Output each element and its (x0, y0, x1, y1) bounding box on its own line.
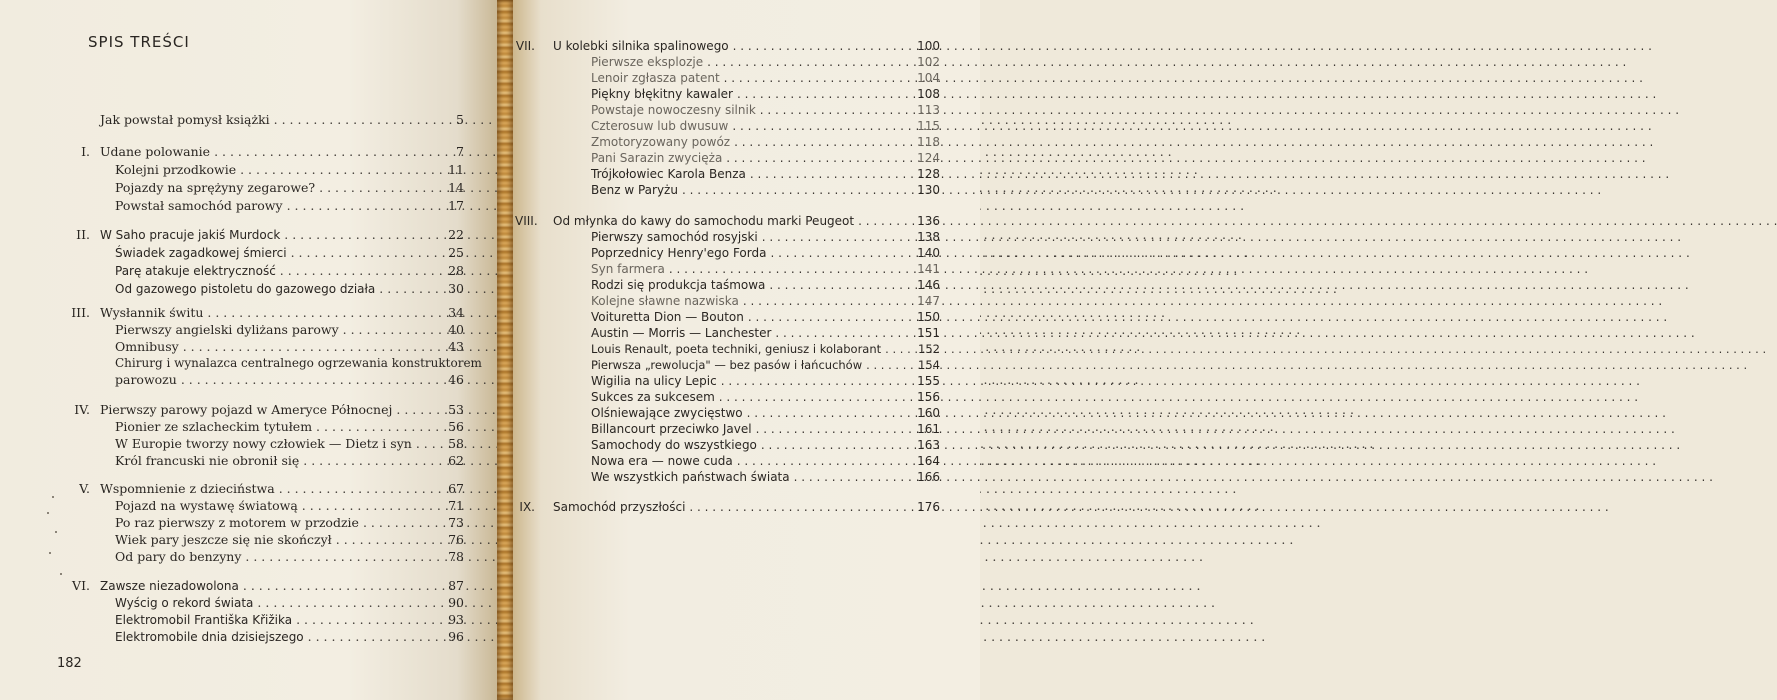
dot-leader (750, 166, 913, 182)
entry-page: 156 (917, 390, 940, 404)
toc-entry (74, 402, 464, 418)
entry-page: 96 (448, 629, 464, 644)
entry-page: 150 (917, 310, 940, 324)
entry-page: 136 (917, 214, 940, 228)
dot-leader (319, 180, 438, 196)
dot-leader (760, 102, 913, 118)
entry-title: Louis Renault, poeta techniki, geniusz i kolaborant (591, 342, 882, 356)
entry-page: 104 (917, 71, 940, 85)
entry-page: 53 (448, 402, 464, 417)
entry-page: 17 (448, 198, 464, 213)
dot-leader (858, 213, 913, 229)
entry-title: Pierwsze eksplozje (591, 55, 704, 69)
dot-leader (724, 70, 913, 86)
entry-page: 11 (448, 162, 464, 177)
dot-leader (308, 629, 438, 645)
dot-leader (181, 372, 438, 388)
entry-page: 147 (917, 294, 940, 308)
entry-title: Jak powstał pomysł książki (100, 112, 270, 127)
dot-leader (214, 144, 438, 160)
dot-leader (245, 549, 438, 565)
entry-title: Pionier ze szlacheckim tytułem (115, 419, 313, 434)
entry-page: 151 (917, 326, 940, 340)
dot-leader (743, 293, 913, 309)
entry-page: 28 (448, 263, 464, 278)
dot-leader (284, 227, 438, 243)
entry-title: Benz w Paryżu (591, 183, 678, 197)
toc-entry (115, 629, 464, 645)
dot-leader (343, 322, 438, 338)
dot-leader (207, 305, 438, 321)
entry-title: Król francuski nie obronił się (115, 453, 300, 468)
entry-page: 90 (448, 595, 464, 610)
page-number: 182 (57, 656, 82, 671)
entry-title: W Europie tworzy nowy człowiek — Dietz i syn (115, 436, 412, 451)
dot-leader (689, 499, 913, 515)
entry-page: 141 (917, 262, 940, 276)
entry-title: Rodzi się produkcja taśmowa (591, 278, 766, 292)
entry-title: Od pary do benzyny (115, 549, 242, 564)
toc-entry (591, 277, 940, 293)
dot-leader (732, 118, 913, 134)
toc-entry (115, 498, 464, 514)
toc-entry (115, 549, 464, 565)
dot-leader (279, 481, 438, 497)
entry-page: 73 (448, 515, 464, 530)
entry-page: 124 (917, 151, 940, 165)
dot-leader (287, 198, 438, 214)
dot-leader (769, 277, 913, 293)
entry-title: Wiek pary jeszcze się nie skończył (115, 532, 332, 547)
entry-title: Voituretta Dion — Bouton (591, 310, 744, 324)
entry-title: Zawsze niezadowolona (100, 579, 239, 593)
entry-title: Nowa era — nowe cuda (591, 454, 733, 468)
dot-leader (770, 245, 913, 261)
toc-entry (115, 339, 464, 355)
entry-page: 163 (917, 438, 940, 452)
toc-entry (591, 293, 940, 309)
entry-title: Wspomnienie z dzieciństwa (100, 481, 275, 496)
toc-entry (115, 532, 464, 548)
toc-entry (591, 150, 940, 166)
entry-title: Kolejne sławne nazwiska (591, 294, 739, 308)
entry-page: 87 (448, 578, 464, 593)
toc-entry (591, 86, 940, 102)
paper-speck (52, 496, 54, 498)
chapter-number: VII. (515, 39, 535, 53)
toc-entry (115, 419, 464, 435)
entry-title: Austin — Morris — Lanchester (591, 326, 772, 340)
entry-title: Poprzednicy Henry'ego Forda (591, 246, 767, 260)
entry-title: Wigilia na ulicy Lepic (591, 374, 717, 388)
entry-title: U kolebki silnika spalinowego (553, 39, 729, 53)
dot-leader (291, 245, 438, 261)
entry-title: Od młynka do kawy do samochodu marki Peugeot (553, 214, 855, 228)
paper-speck (60, 573, 62, 575)
dot-leader (761, 437, 913, 453)
toc-entry (591, 437, 940, 453)
toc-entry (71, 305, 464, 321)
entry-page: 140 (917, 246, 940, 260)
toc-entry (591, 70, 940, 86)
entry-title: Powstał samochód parowy (115, 198, 283, 213)
entry-title: Wyścig o rekord świata (115, 596, 254, 610)
dot-leader (416, 436, 438, 452)
toc-entry (591, 389, 940, 405)
entry-title: Zmotoryzowany powóz (591, 135, 731, 149)
toc-entry (591, 453, 940, 469)
entry-page: 5 (456, 112, 464, 127)
toc-entry (591, 118, 940, 134)
entry-title: Elektromobil Františka Křižika (115, 613, 293, 627)
dot-leader (274, 112, 438, 128)
entry-title: Trójkołowiec Karola Benza (591, 167, 746, 181)
toc-entry (81, 144, 464, 160)
chapter-number: IX. (519, 500, 535, 514)
entry-title: Udane polowanie (100, 144, 211, 159)
entry-page: 46 (448, 372, 464, 387)
toc-entry (591, 357, 940, 373)
entry-page: 161 (917, 422, 940, 436)
entry-page: 25 (448, 245, 464, 260)
dot-leader (762, 229, 913, 245)
dot-leader (302, 498, 438, 514)
dot-leader (737, 86, 913, 102)
toc-entry (115, 515, 464, 531)
toc-entry (591, 134, 940, 150)
toc-entry (115, 453, 464, 469)
toc-entry (115, 180, 464, 196)
entry-page: 138 (917, 230, 940, 244)
entry-page: 118 (917, 135, 940, 149)
toc-entry (72, 578, 464, 594)
dot-leader (748, 309, 913, 325)
toc-entry (591, 405, 940, 421)
toc-entry (591, 325, 940, 341)
dot-leader (707, 54, 913, 70)
toc-entry (591, 166, 940, 182)
entry-page: 56 (448, 419, 464, 434)
entry-page: 100 (917, 39, 940, 53)
entry-page: 78 (448, 549, 464, 564)
entry-page: 30 (448, 281, 464, 296)
toc-entry (115, 198, 464, 214)
entry-page: 154 (918, 358, 940, 372)
left-page (0, 0, 497, 700)
entry-page: 164 (917, 454, 940, 468)
entry-title: Chirurg i wynalazca centralnego ogrzewania konstruktorem (115, 356, 482, 370)
entry-title: Pojazdy na sprężyny zegarowe? (115, 180, 316, 195)
entry-title: Pierwszy samochód rosyjski (591, 230, 758, 244)
entry-title: Od gazowego pistoletu do gazowego działa (115, 282, 376, 296)
toc-entry (515, 213, 940, 229)
chapter-number: VIII. (515, 214, 538, 228)
entry-page: 71 (448, 498, 464, 513)
entry-page: 102 (917, 55, 940, 69)
dot-leader (756, 421, 914, 437)
entry-title: parowozu (115, 372, 177, 387)
dot-leader (733, 38, 913, 54)
toc-entry (591, 229, 940, 245)
dot-leader (747, 405, 913, 421)
dot-leader (280, 263, 438, 279)
entry-page: 160 (917, 406, 940, 420)
entry-title: Billancourt przeciwko Javel (591, 422, 752, 436)
toc-entry (115, 245, 464, 261)
dot-leader (363, 515, 438, 531)
toc-entry (115, 595, 464, 611)
entry-page: 130 (917, 183, 940, 197)
toc-entry (115, 263, 464, 279)
entry-page: 155 (917, 374, 940, 388)
dot-leader (682, 182, 913, 198)
entry-title: Omnibusy (115, 339, 179, 354)
toc-entry (115, 355, 482, 371)
entry-title: Pierwszy parowy pojazd w Ameryce Północnej (100, 402, 393, 417)
chapter-number: V. (79, 481, 90, 496)
entry-title: Samochody do wszystkiego (591, 438, 757, 452)
dot-leader (243, 578, 438, 594)
toc-entry-intro (100, 112, 464, 128)
dot-leader (183, 339, 438, 355)
entry-page: 67 (448, 481, 464, 496)
entry-title: Pierwszy angielski dyliżans parowy (115, 322, 339, 337)
entry-title: Świadek zagadkowej śmierci (115, 246, 287, 260)
entry-page: 113 (917, 103, 940, 117)
book-spine (497, 0, 513, 700)
paper-speck (55, 531, 57, 533)
toc-entry (591, 182, 940, 198)
entry-title: Elektromobile dnia dzisiejszego (115, 630, 304, 644)
toc-entry (515, 38, 940, 54)
toc-entry (591, 245, 940, 261)
entry-title: Samochód przyszłości (553, 500, 686, 514)
toc-entry (591, 261, 940, 277)
entry-page: 34 (448, 305, 464, 320)
entry-title: Po raz pierwszy z motorem w przodzie (115, 515, 359, 530)
entry-page: 62 (448, 453, 464, 468)
toc-entry (115, 612, 464, 628)
chapter-number: II. (76, 227, 90, 242)
entry-title: Pierwsza „rewolucja" — bez pasów i łańcuchów (591, 358, 863, 372)
chapter-number: III. (71, 305, 90, 320)
entry-title: Powstaje nowoczesny silnik (591, 103, 756, 117)
entry-page: 176 (917, 500, 940, 514)
dot-leader (737, 453, 913, 469)
dot-leader (794, 469, 913, 485)
entry-page: 43 (448, 339, 464, 354)
entry-page: 128 (917, 167, 940, 181)
toc-entry (591, 102, 940, 118)
entry-title: Olśniewające zwycięstwo (591, 406, 743, 420)
toc-heading: SPIS TREŚCI (88, 33, 190, 51)
toc-entry (115, 281, 464, 297)
toc-entry (115, 322, 464, 338)
dot-leader (669, 261, 913, 277)
dot-leader (721, 373, 913, 389)
entry-page: 108 (917, 87, 940, 101)
entry-title: Pojazd na wystawę światową (115, 498, 298, 513)
toc-entry (591, 309, 940, 325)
toc-entry (115, 162, 464, 178)
dot-leader (885, 341, 914, 357)
entry-page: 40 (448, 322, 464, 337)
entry-page: 76 (448, 532, 464, 547)
entry-title: Sukces za sukcesem (591, 390, 715, 404)
chapter-number: VI. (72, 578, 90, 593)
dot-leader (379, 281, 438, 297)
entry-title: W Saho pracuje jakiś Murdock (100, 228, 281, 242)
entry-page: 152 (918, 342, 940, 356)
toc-entry (591, 421, 940, 437)
toc-entry (591, 373, 940, 389)
dot-leader (719, 389, 913, 405)
paper-speck (49, 552, 51, 554)
entry-title: Syn farmera (591, 262, 665, 276)
entry-title: Pani Sarazin zwycięża (591, 151, 723, 165)
entry-title: Piękny błękitny kawaler (591, 87, 733, 101)
toc-entry (115, 372, 464, 388)
entry-page: 115 (917, 119, 940, 133)
entry-title: Wysłannik świtu (100, 305, 204, 320)
dot-leader (257, 595, 438, 611)
toc-entry (76, 227, 464, 243)
toc-entry (519, 499, 940, 515)
toc-entry (591, 341, 940, 357)
entry-title: Kolejni przodkowie (115, 162, 237, 177)
dot-leader (866, 357, 914, 373)
toc-entry (115, 436, 464, 452)
entry-title: Lenoir zgłasza patent (591, 71, 720, 85)
entry-page: 22 (448, 227, 464, 242)
toc-entry (591, 469, 940, 485)
toc-entry (79, 481, 464, 497)
chapter-number: IV. (74, 402, 90, 417)
chapter-number: I. (81, 144, 90, 159)
toc-entry (591, 54, 940, 70)
entry-page: 7 (456, 144, 464, 159)
entry-title: Parę atakuje elektryczność (115, 264, 276, 278)
entry-page: 166 (917, 470, 940, 484)
entry-page: 146 (917, 278, 940, 292)
dot-leader (726, 150, 913, 166)
dot-leader (316, 419, 438, 435)
dot-leader (296, 612, 438, 628)
entry-page: 58 (448, 436, 464, 451)
dot-leader (396, 402, 438, 418)
dot-leader (240, 162, 438, 178)
entry-page: 14 (448, 180, 464, 195)
entry-title: Czterosuw lub dwusuw (591, 119, 729, 133)
dot-leader (303, 453, 438, 469)
entry-title: We wszystkich państwach świata (591, 470, 790, 484)
dot-leader (775, 325, 913, 341)
dot-leader (336, 532, 438, 548)
entry-page: 93 (448, 612, 464, 627)
paper-speck (47, 512, 49, 514)
dot-leader (734, 134, 913, 150)
